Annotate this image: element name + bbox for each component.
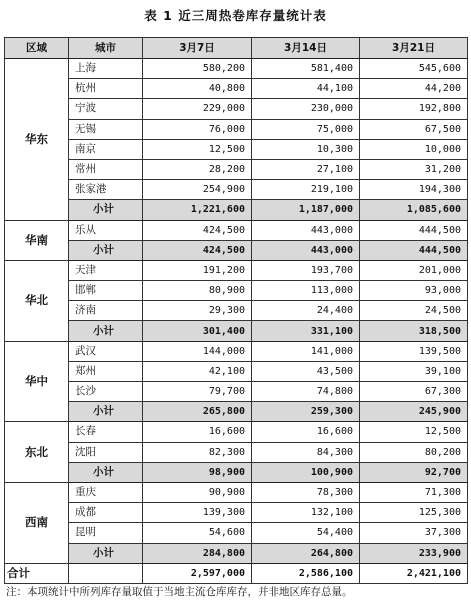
subtotal-value: 444,500: [360, 240, 468, 260]
inventory-table: [4, 37, 468, 584]
subtotal-value: 245,900: [360, 402, 468, 422]
table-row: [5, 79, 468, 99]
table-row: [5, 382, 468, 402]
subtotal-value: 1,187,000: [252, 200, 360, 220]
subtotal-value: 265,800: [143, 402, 252, 422]
value-cell: 43,500: [252, 361, 360, 381]
subtotal-value: 1,085,600: [360, 200, 468, 220]
value-cell: 44,100: [252, 79, 360, 99]
value-cell: 139,500: [360, 341, 468, 361]
table-row: [5, 139, 468, 159]
value-cell: 16,600: [143, 422, 252, 442]
total-value: 2,586,100: [252, 563, 360, 583]
value-cell: 29,300: [143, 301, 252, 321]
value-cell: 193,700: [252, 260, 360, 280]
value-cell: 113,000: [252, 281, 360, 301]
value-cell: 581,400: [252, 59, 360, 79]
table-row: [5, 59, 468, 79]
subtotal-value: 318,500: [360, 321, 468, 341]
value-cell: 201,000: [360, 260, 468, 280]
table-row: [5, 361, 468, 381]
table-row: [5, 301, 468, 321]
value-cell: 125,300: [360, 503, 468, 523]
total-value: 2,421,100: [360, 563, 468, 583]
value-cell: 194,300: [360, 180, 468, 200]
value-cell: 443,000: [252, 220, 360, 240]
value-cell: 444,500: [360, 220, 468, 240]
subtotal-label: 小计: [69, 543, 143, 563]
subtotal-value: 264,800: [252, 543, 360, 563]
value-cell: 79,700: [143, 382, 252, 402]
region-cell: 华北: [5, 260, 69, 341]
value-cell: 93,000: [360, 281, 468, 301]
city-cell: 长春: [69, 422, 143, 442]
value-cell: 39,100: [360, 361, 468, 381]
subtotal-row: [5, 240, 468, 260]
subtotal-value: 331,100: [252, 321, 360, 341]
value-cell: 254,900: [143, 180, 252, 200]
table-body: [5, 59, 468, 584]
city-cell: 武汉: [69, 341, 143, 361]
header-region: 区域: [5, 38, 69, 59]
subtotal-value: 284,800: [143, 543, 252, 563]
value-cell: 84,300: [252, 442, 360, 462]
region-cell: 东北: [5, 422, 69, 483]
value-cell: 31,200: [360, 159, 468, 179]
subtotal-label: 小计: [69, 240, 143, 260]
value-cell: 54,400: [252, 523, 360, 543]
subtotal-value: 259,300: [252, 402, 360, 422]
city-cell: 宁波: [69, 99, 143, 119]
value-cell: 141,000: [252, 341, 360, 361]
subtotal-row: [5, 200, 468, 220]
table-row: [5, 442, 468, 462]
total-value: 2,597,000: [143, 563, 252, 583]
subtotal-row: [5, 321, 468, 341]
city-cell: 沈阳: [69, 442, 143, 462]
value-cell: 28,200: [143, 159, 252, 179]
city-cell: 邯郸: [69, 281, 143, 301]
value-cell: 80,900: [143, 281, 252, 301]
value-cell: 229,000: [143, 99, 252, 119]
subtotal-label: 小计: [69, 462, 143, 482]
table-row: [5, 159, 468, 179]
table-row: [5, 260, 468, 280]
city-cell: 重庆: [69, 482, 143, 502]
city-cell: 成都: [69, 503, 143, 523]
value-cell: 82,300: [143, 442, 252, 462]
value-cell: 10,300: [252, 139, 360, 159]
value-cell: 144,000: [143, 341, 252, 361]
table-row: [5, 281, 468, 301]
header-city: 城市: [69, 38, 143, 59]
value-cell: 424,500: [143, 220, 252, 240]
value-cell: 76,000: [143, 119, 252, 139]
table-row: [5, 180, 468, 200]
value-cell: 132,100: [252, 503, 360, 523]
region-cell: 华中: [5, 341, 69, 422]
table-row: [5, 119, 468, 139]
value-cell: 78,300: [252, 482, 360, 502]
value-cell: 80,200: [360, 442, 468, 462]
value-cell: 219,100: [252, 180, 360, 200]
total-label: 合计: [5, 563, 69, 583]
subtotal-row: [5, 462, 468, 482]
table-row: [5, 523, 468, 543]
city-cell: 无锡: [69, 119, 143, 139]
table-row: [5, 341, 468, 361]
total-spacer: [69, 563, 143, 583]
subtotal-label: 小计: [69, 402, 143, 422]
city-cell: 昆明: [69, 523, 143, 543]
table-row: [5, 422, 468, 442]
region-cell: 华南: [5, 220, 69, 260]
value-cell: 54,600: [143, 523, 252, 543]
value-cell: 12,500: [143, 139, 252, 159]
value-cell: 67,500: [360, 119, 468, 139]
value-cell: 10,000: [360, 139, 468, 159]
city-cell: 天津: [69, 260, 143, 280]
city-cell: 上海: [69, 59, 143, 79]
region-cell: 西南: [5, 482, 69, 563]
subtotal-value: 100,900: [252, 462, 360, 482]
city-cell: 常州: [69, 159, 143, 179]
region-cell: 华东: [5, 59, 69, 221]
total-row: [5, 563, 468, 583]
value-cell: 16,600: [252, 422, 360, 442]
value-cell: 545,600: [360, 59, 468, 79]
city-cell: 济南: [69, 301, 143, 321]
city-cell: 郑州: [69, 361, 143, 381]
value-cell: 230,000: [252, 99, 360, 119]
subtotal-value: 98,900: [143, 462, 252, 482]
subtotal-row: [5, 402, 468, 422]
header-row: [5, 38, 468, 59]
value-cell: 67,300: [360, 382, 468, 402]
subtotal-value: 1,221,600: [143, 200, 252, 220]
footnote: 注：本项统计中所列库存量取值于当地主流仓库库存，并非地区库存总量。: [6, 586, 353, 598]
value-cell: 40,800: [143, 79, 252, 99]
value-cell: 37,300: [360, 523, 468, 543]
value-cell: 192,800: [360, 99, 468, 119]
table-row: [5, 482, 468, 502]
value-cell: 24,500: [360, 301, 468, 321]
value-cell: 71,300: [360, 482, 468, 502]
value-cell: 12,500: [360, 422, 468, 442]
subtotal-value: 443,000: [252, 240, 360, 260]
value-cell: 27,100: [252, 159, 360, 179]
table-title: 表 1 近三周热卷库存量统计表: [144, 8, 327, 23]
city-cell: 乐从: [69, 220, 143, 240]
subtotal-value: 301,400: [143, 321, 252, 341]
subtotal-value: 92,700: [360, 462, 468, 482]
value-cell: 191,200: [143, 260, 252, 280]
value-cell: 42,100: [143, 361, 252, 381]
city-cell: 杭州: [69, 79, 143, 99]
value-cell: 90,900: [143, 482, 252, 502]
subtotal-row: [5, 543, 468, 563]
table-row: [5, 220, 468, 240]
value-cell: 24,400: [252, 301, 360, 321]
value-cell: 139,300: [143, 503, 252, 523]
value-cell: 74,800: [252, 382, 360, 402]
subtotal-label: 小计: [69, 321, 143, 341]
value-cell: 44,200: [360, 79, 468, 99]
value-cell: 75,000: [252, 119, 360, 139]
city-cell: 张家港: [69, 180, 143, 200]
header-mar7: 3月7日: [143, 38, 252, 59]
city-cell: 长沙: [69, 382, 143, 402]
value-cell: 580,200: [143, 59, 252, 79]
subtotal-value: 424,500: [143, 240, 252, 260]
header-mar14: 3月14日: [252, 38, 360, 59]
subtotal-label: 小计: [69, 200, 143, 220]
subtotal-value: 233,900: [360, 543, 468, 563]
table-row: [5, 99, 468, 119]
table-row: [5, 503, 468, 523]
city-cell: 南京: [69, 139, 143, 159]
header-mar21: 3月21日: [360, 38, 468, 59]
